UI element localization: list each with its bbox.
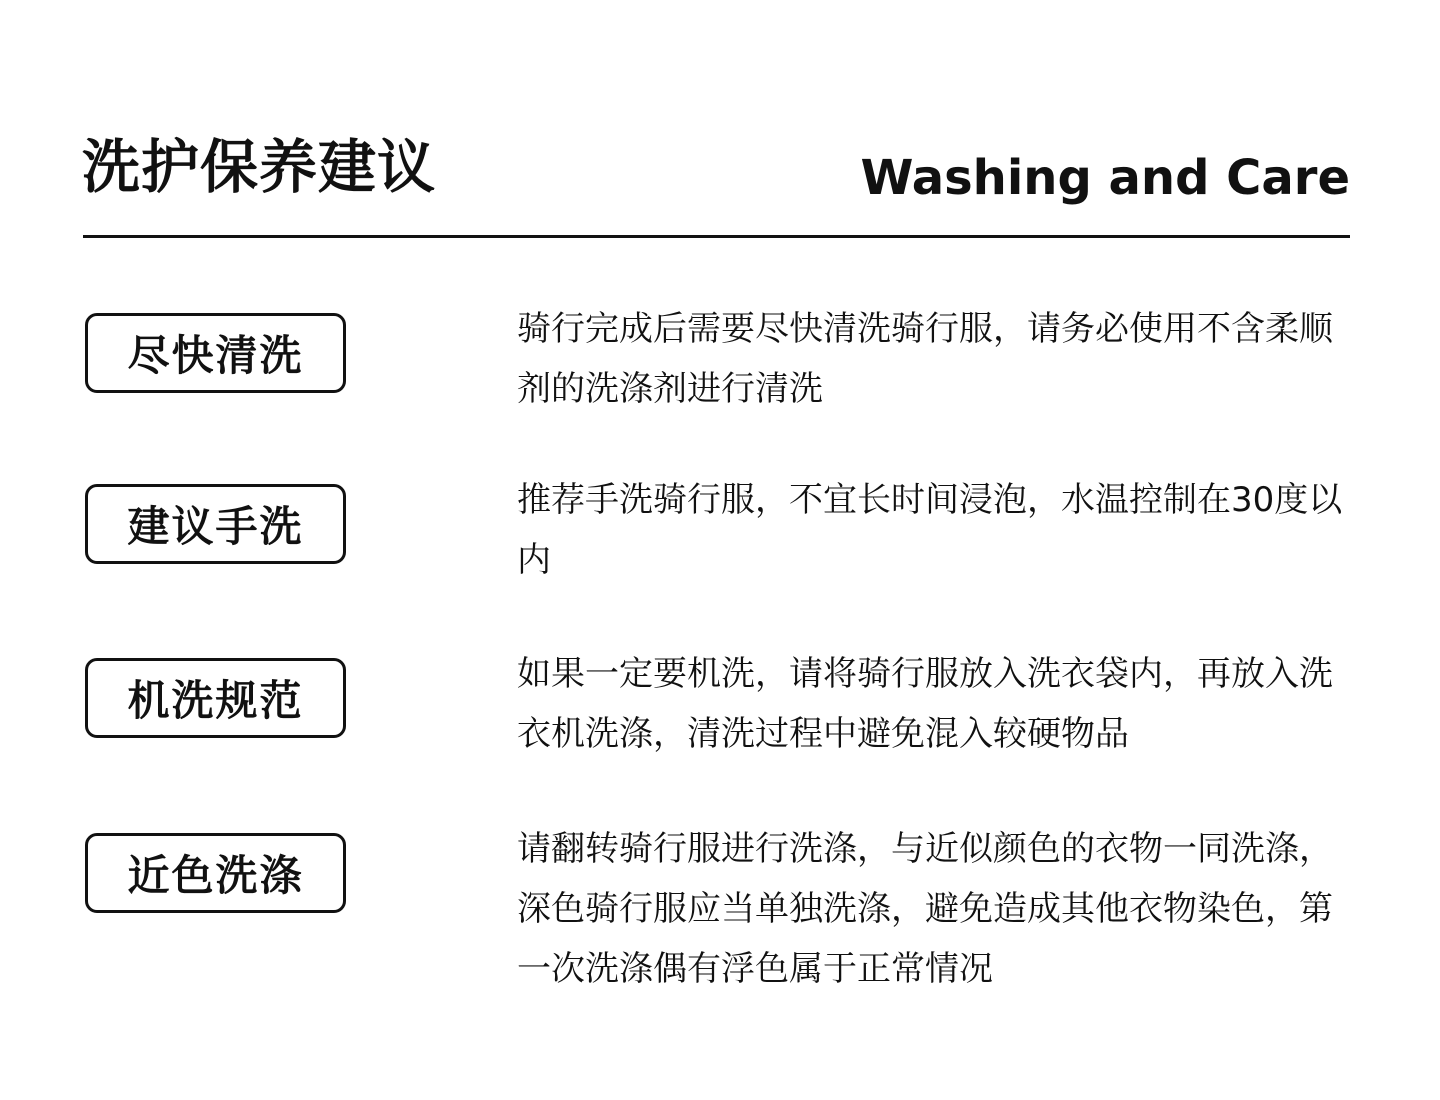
care-tag: 近色洗涤 — [85, 833, 346, 913]
care-tag: 建议手洗 — [85, 484, 346, 564]
care-description: 如果一定要机洗，请将骑行服放入洗衣袋内，再放入洗衣机洗涤，清洗过程中避免混入较硬物品 — [517, 654, 1333, 754]
page-subtitle-english: Washing and Care — [860, 150, 1350, 206]
page-title: 洗护保养建议 — [82, 133, 437, 201]
care-tag: 尽快清洗 — [85, 313, 346, 393]
care-description: 推荐手洗骑行服，不宜长时间浸泡，水温控制在30度以内 — [517, 480, 1343, 580]
care-description: 骑行完成后需要尽快清洗骑行服，请务必使用不含柔顺剂的洗涤剂进行清洗 — [517, 309, 1333, 409]
header-divider — [83, 235, 1350, 238]
care-tag: 机洗规范 — [85, 658, 346, 738]
care-description: 请翻转骑行服进行洗涤，与近似颜色的衣物一同洗涤，深色骑行服应当单独洗涤，避免造成其他衣物染色，第一次洗涤偶有浮色属于正常情况 — [517, 829, 1333, 989]
